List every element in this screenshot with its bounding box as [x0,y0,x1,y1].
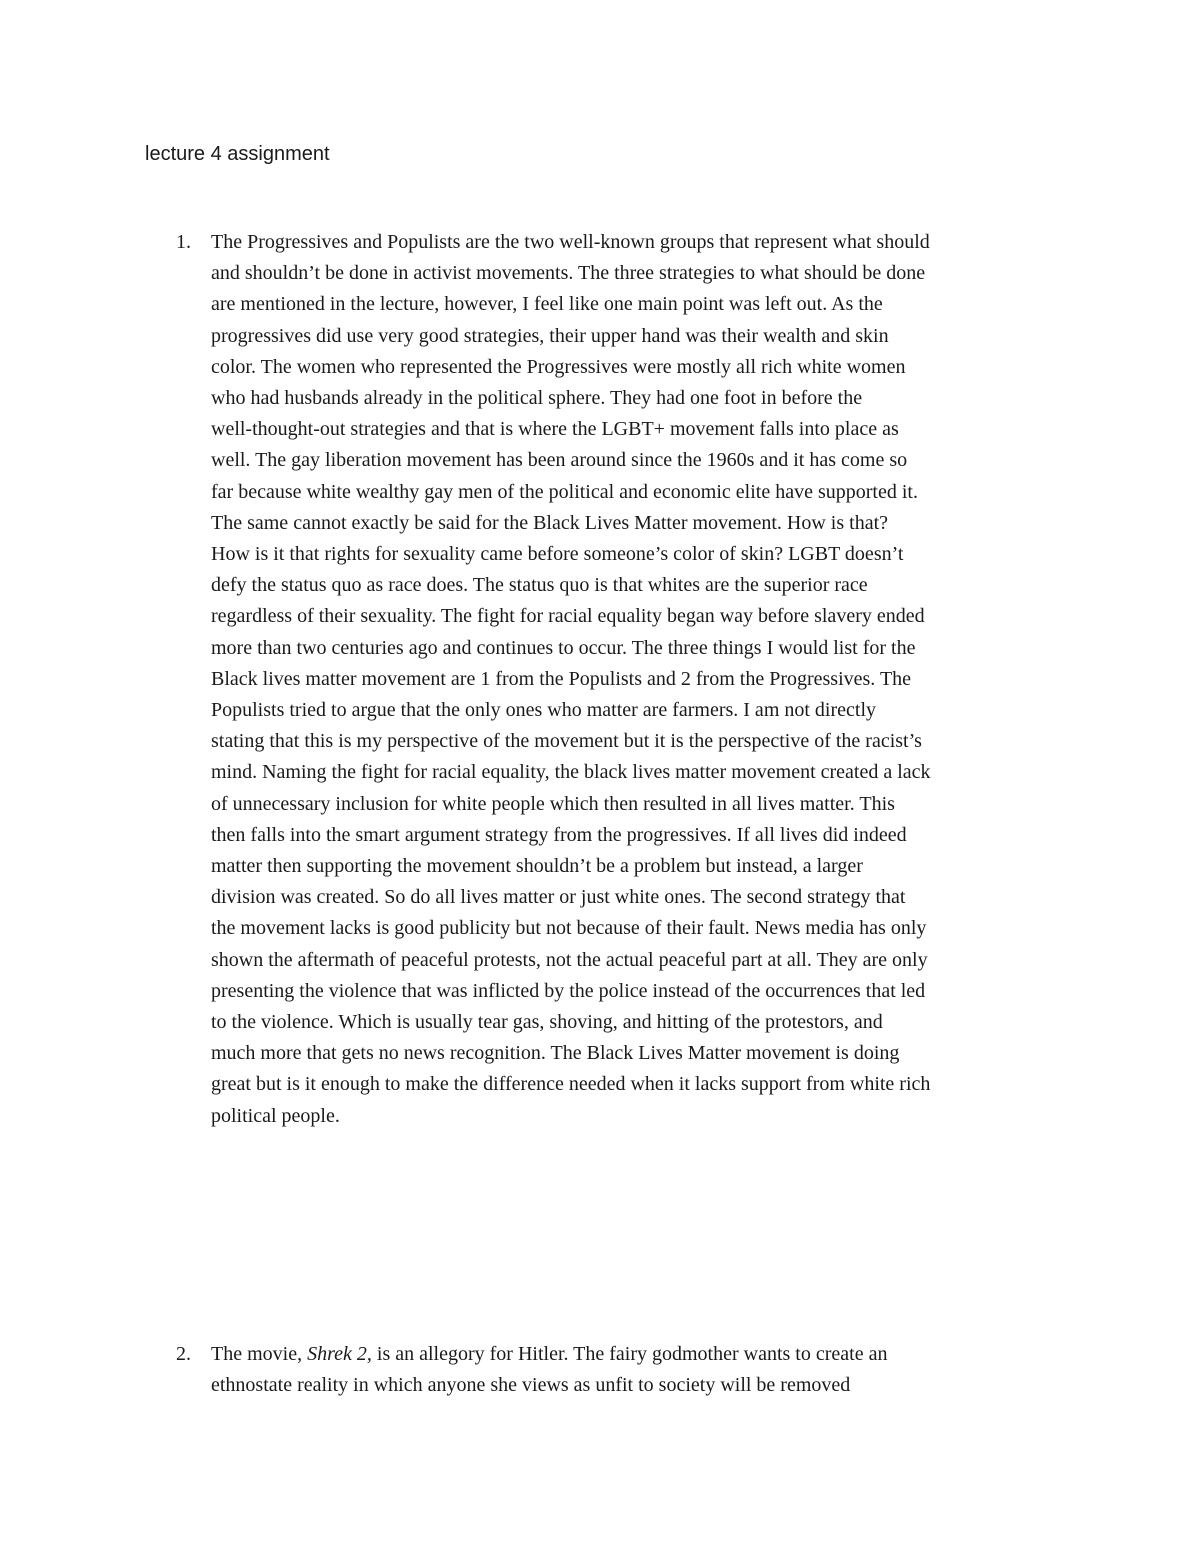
paragraph-line: of unnecessary inclusion for white people which then resulted in all lives matter. This [211,792,895,815]
paragraph-line: then falls into the smart argument strategy from the progressives. If all lives did indeed [211,823,907,846]
paragraph-line: who had husbands already in the political sphere. They had one foot in before the [211,387,863,410]
paragraph-line: to the violence. Which is usually tear gas, shoving, and hitting of the protestors, and [211,1011,883,1034]
paragraph-line: progressives did use very good strategies, their upper hand was their wealth and skin [211,324,889,347]
paragraph-line: The same cannot exactly be said for the Black Lives Matter movement. How is that? [211,511,889,534]
paragraph-line: are mentioned in the lecture, however, I feel like one main point was left out. As the [211,293,883,316]
paragraph-line: shown the aftermath of peaceful protests, not the actual peaceful part at all. They are only [211,948,928,971]
paragraph-line: far because white wealthy gay men of the political and economic elite have supported it. [211,480,918,503]
paragraph-line: mind. Naming the fight for racial equality, the black lives matter movement created a lack [211,761,931,784]
paragraph-line: color. The women who represented the Progressives were mostly all rich white women [211,355,906,378]
paragraph-line: well-thought-out strategies and that is where the LGBT+ movement falls into place as [211,418,899,441]
paragraph-line: the movement lacks is good publicity but not because of their fault. News media has only [211,917,927,940]
list-number: 1. [176,231,191,253]
paragraph-line: Black lives matter movement are 1 from the Populists and 2 from the Progressives. The [211,667,912,690]
paragraph-line: well. The gay liberation movement has been around since the 1960s and it has come so [211,449,908,472]
paragraph-line: How is it that rights for sexuality came before someone’s color of skin? LGBT doesn’t [211,543,904,566]
paragraph-line: defy the status quo as race does. The status quo is that whites are the superior race [211,574,868,597]
paragraph-line: division was created. So do all lives matter or just white ones. The second strategy that [211,886,906,909]
paragraph-line: regardless of their sexuality. The fight for racial equality began way before slavery ended [211,605,925,628]
paragraph-line: presenting the violence that was inflicted by the police instead of the occurrences that led [211,979,926,1002]
paragraph-line: Populists tried to argue that the only ones who matter are farmers. I am not directly [211,699,877,722]
text-run: is an allegory for Hitler. The fairy godmother wants to create an [371,1343,888,1365]
paragraph-1 [211,227,1091,1132]
paragraph-line: political people. [211,1104,340,1127]
paragraph-line: stating that this is my perspective of the movement but it is the perspective of the racist’s [211,730,922,753]
list-number: 2. [176,1343,191,1365]
paragraph-line: The Progressives and Populists are the two well-known groups that represent what should [211,231,930,253]
paragraph-line: matter then supporting the movement shouldn’t be a problem but instead, a larger [211,855,863,878]
paragraph-line: ethnostate reality in which anyone she views as unfit to society will be removed [211,1374,851,1397]
paragraph-line: and shouldn’t be done in activist movements. The three strategies to what should be done [211,262,926,285]
paragraph-2 [211,1339,1091,1401]
movie-title: Shrek 2, [307,1343,372,1365]
paragraph-line: much more that gets no news recognition. The Black Lives Matter movement is doing [211,1042,900,1065]
document-title: lecture 4 assignment [145,143,330,165]
text-run: The movie, [211,1343,308,1365]
paragraph-line [211,1339,1091,1370]
paragraph-line: great but is it enough to make the difference needed when it lacks support from white rich [211,1073,931,1096]
paragraph-line: more than two centuries ago and continues to occur. The three things I would list for the [211,636,916,659]
